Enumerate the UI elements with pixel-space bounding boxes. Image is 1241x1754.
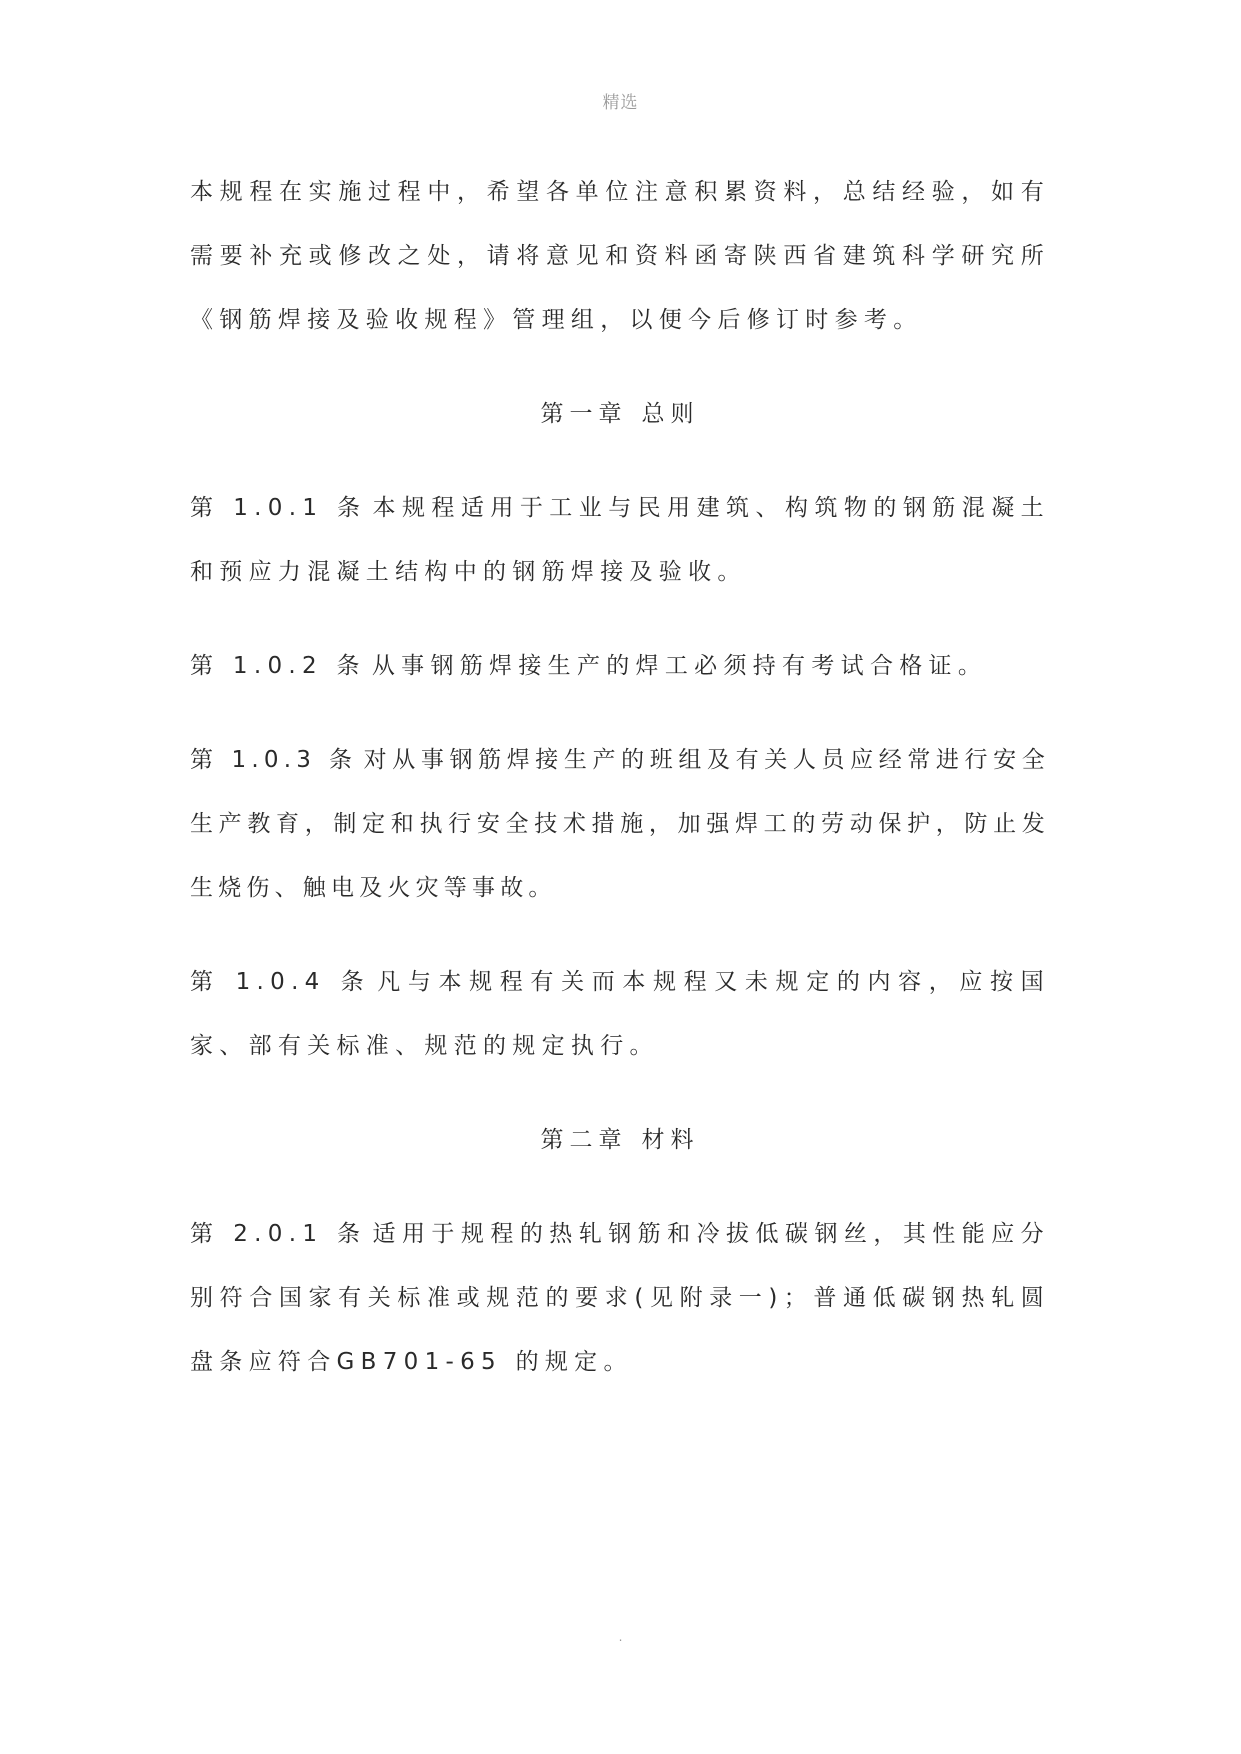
article-number: 第 1.0.1 条	[190, 495, 367, 521]
chapter-2-number: 第二章	[540, 1127, 628, 1153]
article-text: 适用于规程的热轧钢筋和冷拔低碳钢丝，其性能应分别符合国家有关标准或规范的要求(见附录一)；普通低碳钢热轧圆盘条应符合GB701-65 的规定。	[190, 1221, 1050, 1375]
article-text: 从事钢筋焊接生产的焊工必须持有考试合格证。	[371, 653, 988, 679]
article-1-0-1	[190, 476, 1050, 604]
page-header-label: 精选	[602, 93, 639, 113]
article-text: 本规程适用于工业与民用建筑、构筑物的钢筋混凝土和预应力混凝土结构中的钢筋焊接及验收。	[190, 495, 1050, 585]
article-1-0-4	[190, 950, 1050, 1078]
article-text: 对从事钢筋焊接生产的班组及有关人员应经常进行安全生产教育，制定和执行安全技术措施，加强焊工的劳动保护，防止发生烧伤、触电及火灾等事故。	[190, 747, 1050, 901]
article-number: 第 1.0.2 条	[190, 653, 366, 679]
chapter-2-heading	[190, 1108, 1050, 1172]
document-body	[190, 160, 1050, 1424]
article-2-0-1	[190, 1202, 1050, 1394]
article-1-0-3	[190, 728, 1050, 920]
chapter-2-title: 材料	[641, 1127, 700, 1153]
intro-paragraph: 本规程在实施过程中，希望各单位注意积累资料，总结经验，如有需要补充或修改之处，请将意见和资料函寄陕西省建筑科学研究所《钢筋焊接及验收规程》管理组，以便今后修订时参考。	[190, 179, 1050, 333]
chapter-1-title: 总则	[641, 401, 700, 427]
article-number: 第 2.0.1 条	[190, 1221, 367, 1247]
article-text: 凡与本规程有关而本规程又未规定的内容，应按国家、部有关标准、规范的规定执行。	[190, 969, 1050, 1059]
page-footer-mark: .	[618, 1630, 623, 1644]
article-number: 第 1.0.3 条	[190, 747, 358, 773]
chapter-1-number: 第一章	[540, 401, 628, 427]
chapter-1-heading	[190, 382, 1050, 446]
article-1-0-2	[190, 634, 1050, 698]
article-number: 第 1.0.4 条	[190, 969, 372, 995]
